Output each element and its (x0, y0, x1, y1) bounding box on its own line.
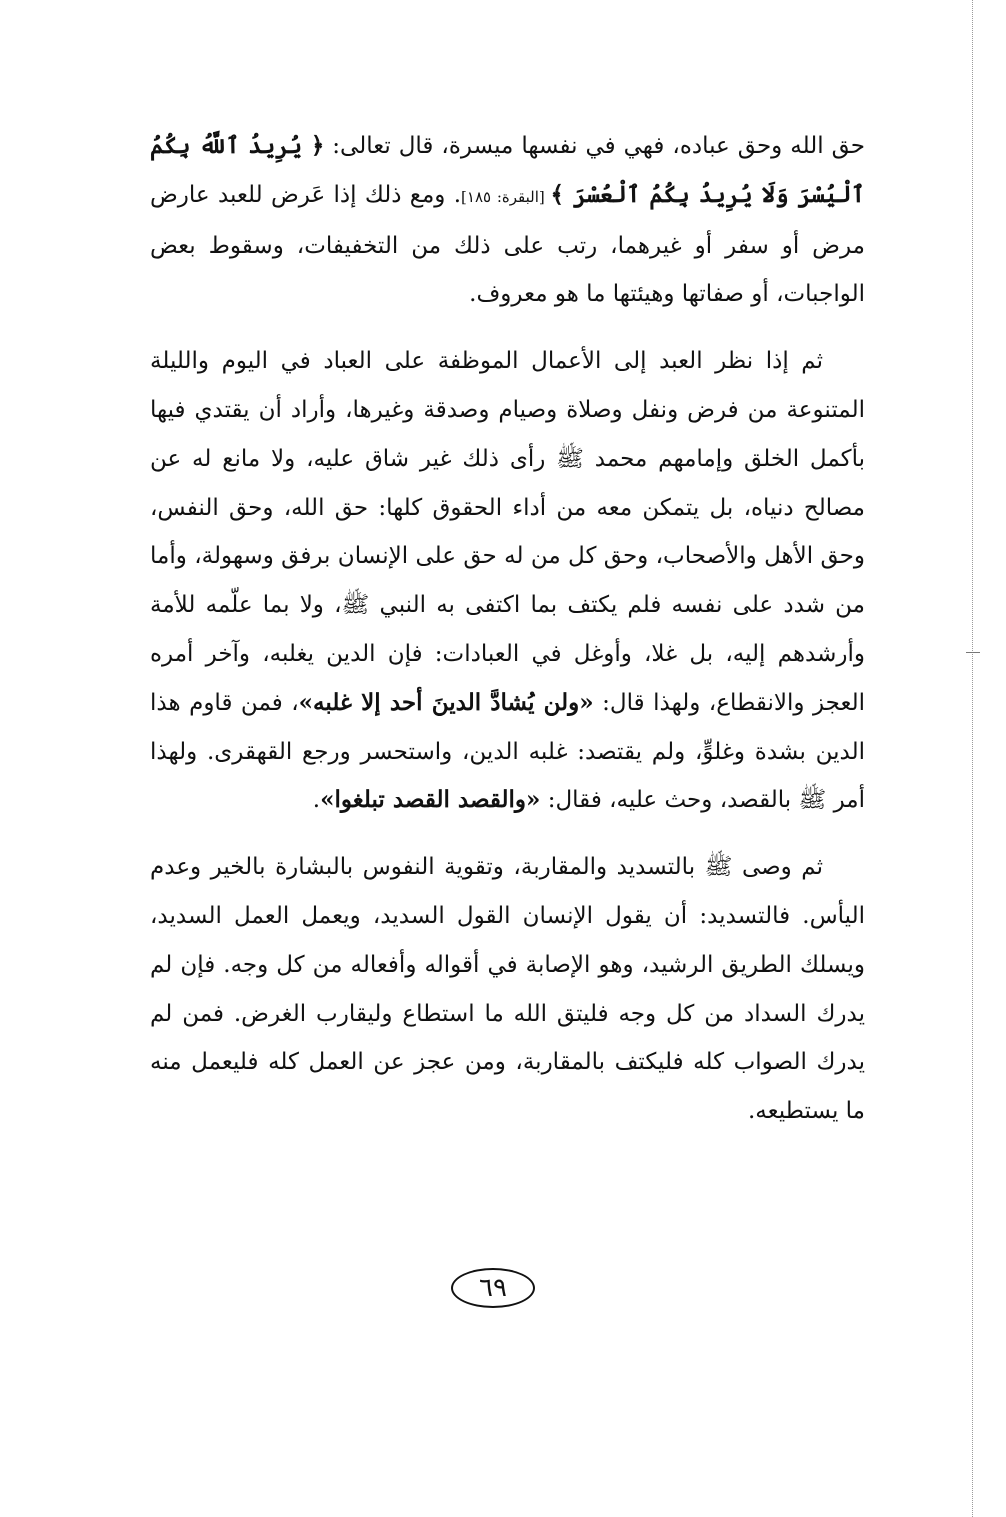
page-number: ٦٩ (479, 1273, 507, 1303)
paragraph-2-text-b: ، فمن قاوم هذا الدين بشدة وغلوٍّ، ولم يقتصد: غلبه الدين، واستحسر ورجع القهقرى. ولهذا أمر ﷺ بالقصد، وحث عليه، فقال: (150, 689, 865, 814)
paragraph-1-text-a: حق الله وحق عباده، فهي في نفسها ميسرة، قال تعالى: (324, 133, 865, 159)
page-number-badge (451, 1268, 535, 1308)
paragraph-1-text-b: . ومع ذلك إذا عَرض للعبد عارض مرض أو سفر أو غيرهما، رتب على ذلك من التخفيفات، وسقوط بعض الواجبات، أو صفاتها وهيئتها ما هو معروف. (150, 181, 865, 308)
hadith-quote-2: «والقصد القصد تبلغوا» (320, 786, 541, 814)
page-body-text (150, 122, 865, 1136)
page-edge-tick-mark (966, 652, 980, 653)
paragraph-2-text-a: ثم إذا نظر العبد إلى الأعمال الموظفة على العباد في اليوم والليلة المتنوعة من فرض ونفل وصلاة وصيام وصدقة وغيرها، وأراد أن يقتدي فيها بأكمل الخلق وإمامهم محمد ﷺ رأى ذلك غير شاق عليه، ولا مانع له عن مصالح دنياه، بل يتمكن معه من أداء الحقوق كلها: حق الله، وحق النفس، وحق الأهل والأصحاب، وحق كل من له حق على الإنسان برفق وسهولة، وأما من شدد على نفسه فلم يكتف بما اكتفى به النبي ﷺ، ولا بما علّمه للأمة وأرشدهم إليه، بل غلا، وأوغل في العبادات: فإن الدين يغلبه، وآخر أمره العجز والانقطاع، ولهذا قال: (150, 348, 866, 716)
paragraph-2 (150, 337, 865, 825)
verse-reference: [البقرة: ١٨٥] (461, 187, 551, 206)
paragraph-3 (150, 843, 865, 1136)
paragraph-1 (150, 122, 865, 319)
quran-verse: ﴿ يُرِيدُ ٱللَّهُ بِكُمُ ٱلْيُسْرَ وَلَا يُرِيدُ بِكُمُ ٱلْعُسْرَ ﴾ (150, 132, 865, 208)
paragraph-3-text: ثم وصى ﷺ بالتسديد والمقاربة، وتقوية النفوس بالبشارة بالخير وعدم اليأس. فالتسديد: أن يقول الإنسان القول السديد، ويعمل العمل السديد، ويسلك الطريق الرشيد، وهو الإصابة في أقواله وأفعاله من كل وجه. فإن لم يدرك السداد من كل وجه فليتق الله ما استطاع وليقارب الغرض. فمن لم يدرك الصواب كله فليكتف بالمقاربة، ومن عجز عن العمل كله فليعمل منه ما يستطيعه. (150, 854, 865, 1125)
paragraph-2-text-c: . (312, 787, 321, 814)
page-edge-dotted-line (972, 0, 973, 1517)
hadith-quote-1: «ولن يُشادَّ الدينَ أحد إلا غلبه» (298, 688, 594, 716)
